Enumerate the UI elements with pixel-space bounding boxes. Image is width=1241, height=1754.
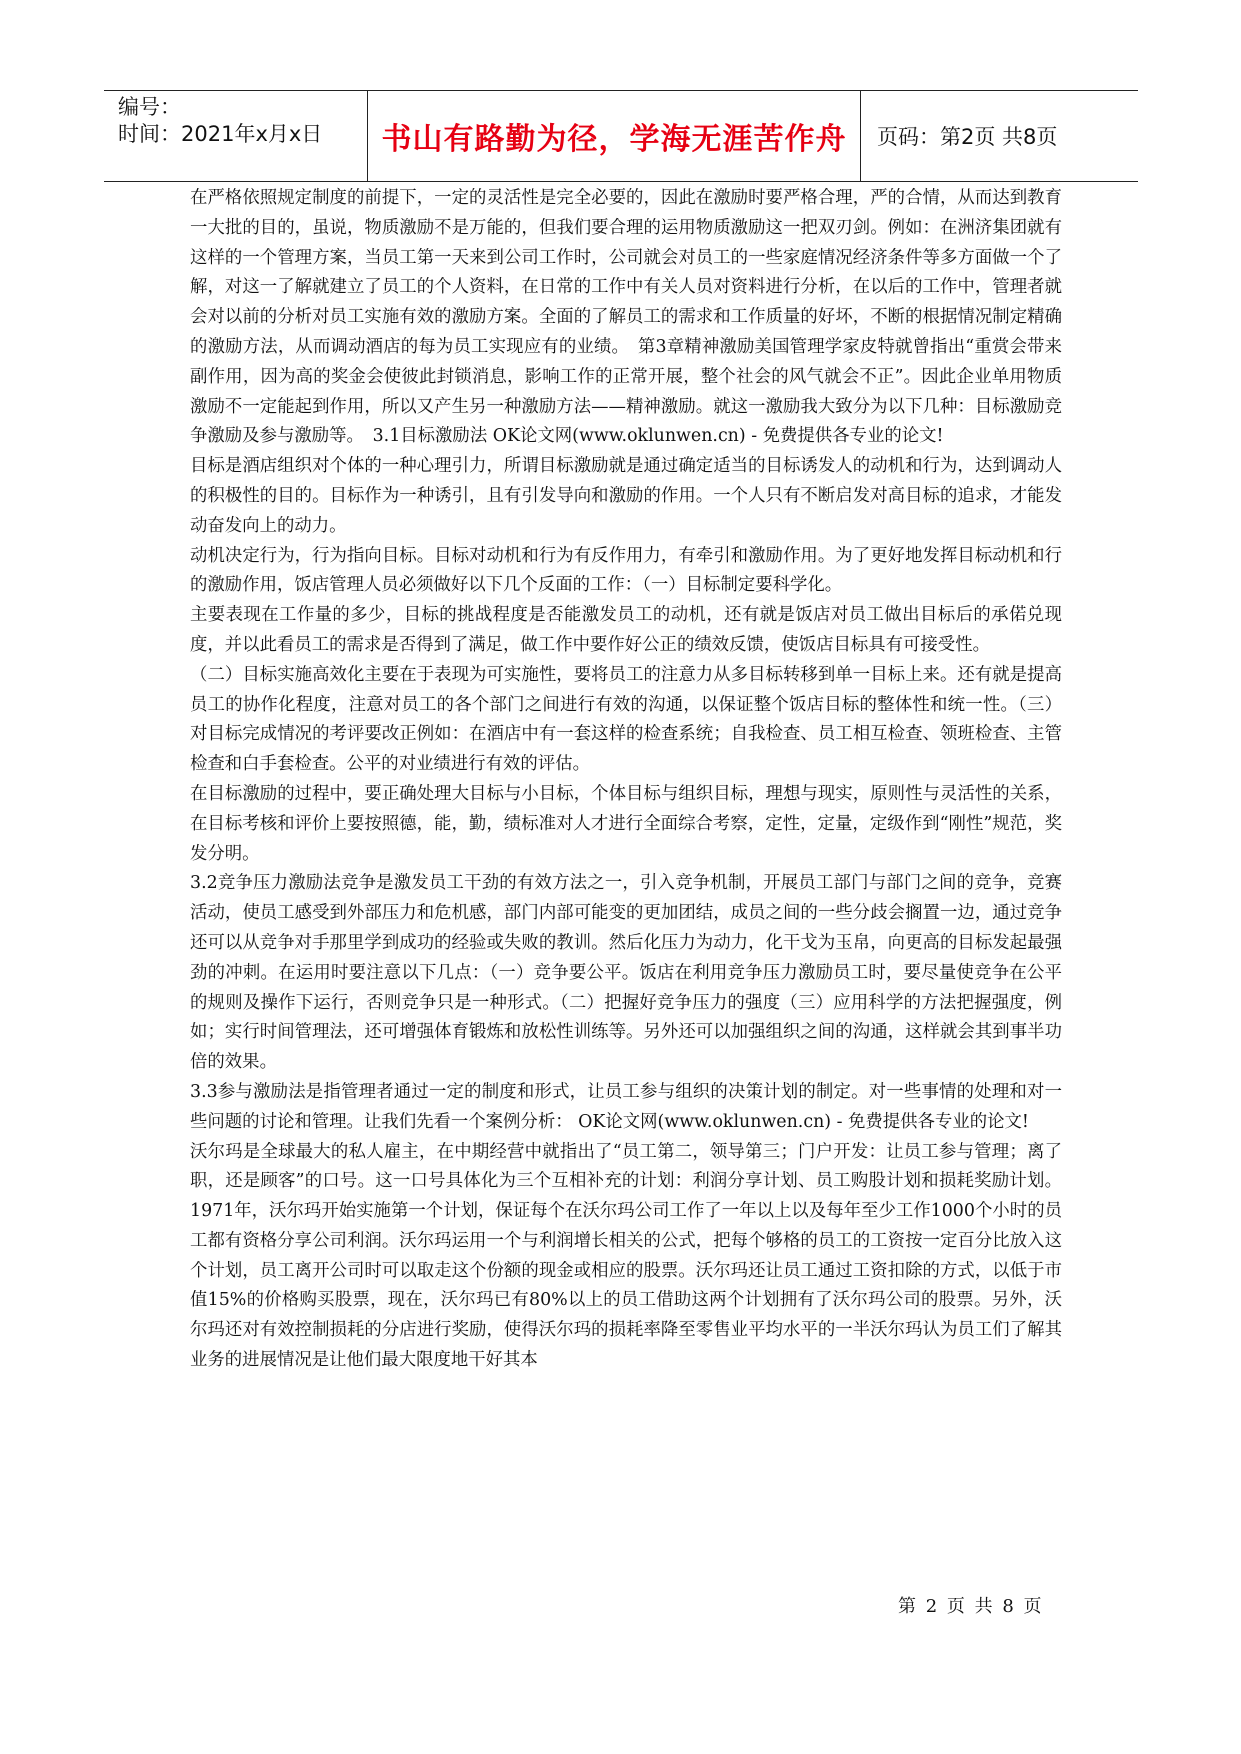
paragraph: 目标是酒店组织对个体的一种心理引力，所谓目标激励就是通过确定适当的目标诱发人的动机和行为，达到调动人的积极性的目的。目标作为一种诱引，且有引发导向和激励的作用。一个人只有不断启发对高目标的追求，才能发动奋发向上的动力。 (190, 456, 1062, 536)
paragraph: （二）目标实施高效化主要在于表现为可实施性，要将员工的注意力从多目标转移到单一目标上来。还有就是提高员工的协作化程度，注意对员工的各个部门之间进行有效的沟通，以保证整个饭店目标的整体性和统一性。（三）对目标完成情况的考评要改正例如：在酒店中有一套这样的检查系统；自我检查、员工相互检查、领班检查、主管检查和白手套检查。公平的对业绩进行有效的评估。 (190, 664, 1062, 775)
paragraph: 3.3参与激励法是指管理者通过一定的制度和形式，让员工参与组织的决策计划的制定。对一些事情的处理和对一些问题的讨论和管理。让我们先看一个案例分析： OK论文网(www.oklunwen.cn) - 免费提供各专业的论文! (190, 1081, 1062, 1132)
paragraph: 沃尔玛是全球最大的私人雇主，在中期经营中就指出了“员工第二，领导第三；门户开发：让员工参与管理；离了职，还是顾客”的口号。这一口号具体化为三个互相补充的计划：利润分享计划、员工购股计划和损耗奖励计划。1971年，沃尔玛开始实施第一个计划，保证每个在沃尔玛公司工作了一年以上以及每年至少工作1000个小时的员工都有资格分享公司利润。沃尔玛运用一个与利润增长相关的公式，把每个够格的员工的工资按一定百分比放入这个计划，员工离开公司时可以取走这个份额的现金或相应的股票。沃尔玛还让员工通过工资扣除的方式，以低于市值15%的价格购买股票，现在，沃尔玛已有80%以上的员工借助这两个计划拥有了沃尔玛公司的股票。另外，沃尔玛还对有效控制损耗的分店进行奖励，使得沃尔玛的损耗率降至零售业平均水平的一半沃尔玛认为员工们了解其业务的进展情况是让他们最大限度地干好其本 (190, 1141, 1062, 1371)
document-number-label: 编号： (118, 95, 181, 119)
page-footer: 第 2 页 共 8 页 (898, 1596, 1044, 1617)
header-page-number: 页码：第2页 共8页 (877, 125, 1058, 149)
document-body (190, 184, 1062, 1376)
paragraph: 在严格依照规定制度的前提下，一定的灵活性是完全必要的，因此在激励时要严格合理，严的合情，从而达到教育一大批的目的，虽说，物质激励不是万能的，但我们要合理的运用物质激励这一把双刃剑。例如：在洲济集团就有这样的一个管理方案，当员工第一天来到公司工作时，公司就会对员工的一些家庭情况经济条件等多方面做一个了解，对这一了解就建立了员工的个人资料，在日常的工作中有关人员对资料进行分析，在以后的工作中，管理者就会对以前的分析对员工实施有效的激励方案。全面的了解员工的需求和工作质量的好坏，不断的根据情况制定精确的激励方法，从而调动酒店的每为员工实现应有的业绩。 第3章精神激励美国管理学家皮特就曾指出“重赏会带来副作用，因为高的奖金会使彼此封锁消息，影响工作的正常开展，整个社会的风气就会不正”。因此企业单用物质激励不一定能起到作用，所以又产生另一种激励方法——精神激励。就这一激励我大致分为以下几种：目标激励竞争激励及参与激励等。 3.1目标激励法 OK论文网(www.oklunwen.cn) - 免费提供各专业的论文! (190, 188, 1062, 447)
paragraph: 动机决定行为，行为指向目标。目标对动机和行为有反作用力，有牵引和激励作用。为了更好地发挥目标动机和行的激励作用，饭店管理人员必须做好以下几个反面的工作：（一）目标制定要科学化。 (190, 545, 1062, 596)
document-time-label: 时间：2021年x月x日 (118, 122, 323, 146)
header-motto: 书山有路勤为径，学海无涯苦作舟 (368, 91, 861, 181)
paragraph: 在目标激励的过程中，要正确处理大目标与小目标，个体目标与组织目标，理想与现实，原则性与灵活性的关系，在目标考核和评价上要按照德，能，勤，绩标准对人才进行全面综合考察，定性，定量，定级作到“刚性”规范，奖发分明。 (190, 783, 1062, 864)
header-meta (104, 91, 368, 181)
paragraph: 主要表现在工作量的多少，目标的挑战程度是否能激发员工的动机，还有就是饭店对员工做出目标后的承偌兑现度，并以此看员工的需求是否得到了满足，做工作中要作好公正的绩效反馈，使饭店目标具有可接受性。 (190, 605, 1062, 655)
paragraph: 3.2竞争压力激励法竞争是激发员工干劲的有效方法之一，引入竞争机制，开展员工部门与部门之间的竞争，竞赛活动，使员工感受到外部压力和危机感，部门内部可能变的更加团结，成员之间的一些分歧会搁置一边，通过竞争还可以从竞争对手那里学到成功的经验或失败的教训。然后化压力为动力，化干戈为玉帛，向更高的目标发起最强劲的冲刺。在运用时要注意以下几点：（一）竞争要公平。饭店在利用竞争压力激励员工时，要尽量使竞争在公平的规则及操作下运行，否则竞争只是一种形式。（二）把握好竞争压力的强度（三）应用科学的方法把握强度，例如；实行时间管理法，还可增强体育锻炼和放松性训练等。另外还可以加强组织之间的沟通，这样就会其到事半功倍的效果。 (190, 873, 1062, 1073)
page-header (104, 90, 1138, 182)
